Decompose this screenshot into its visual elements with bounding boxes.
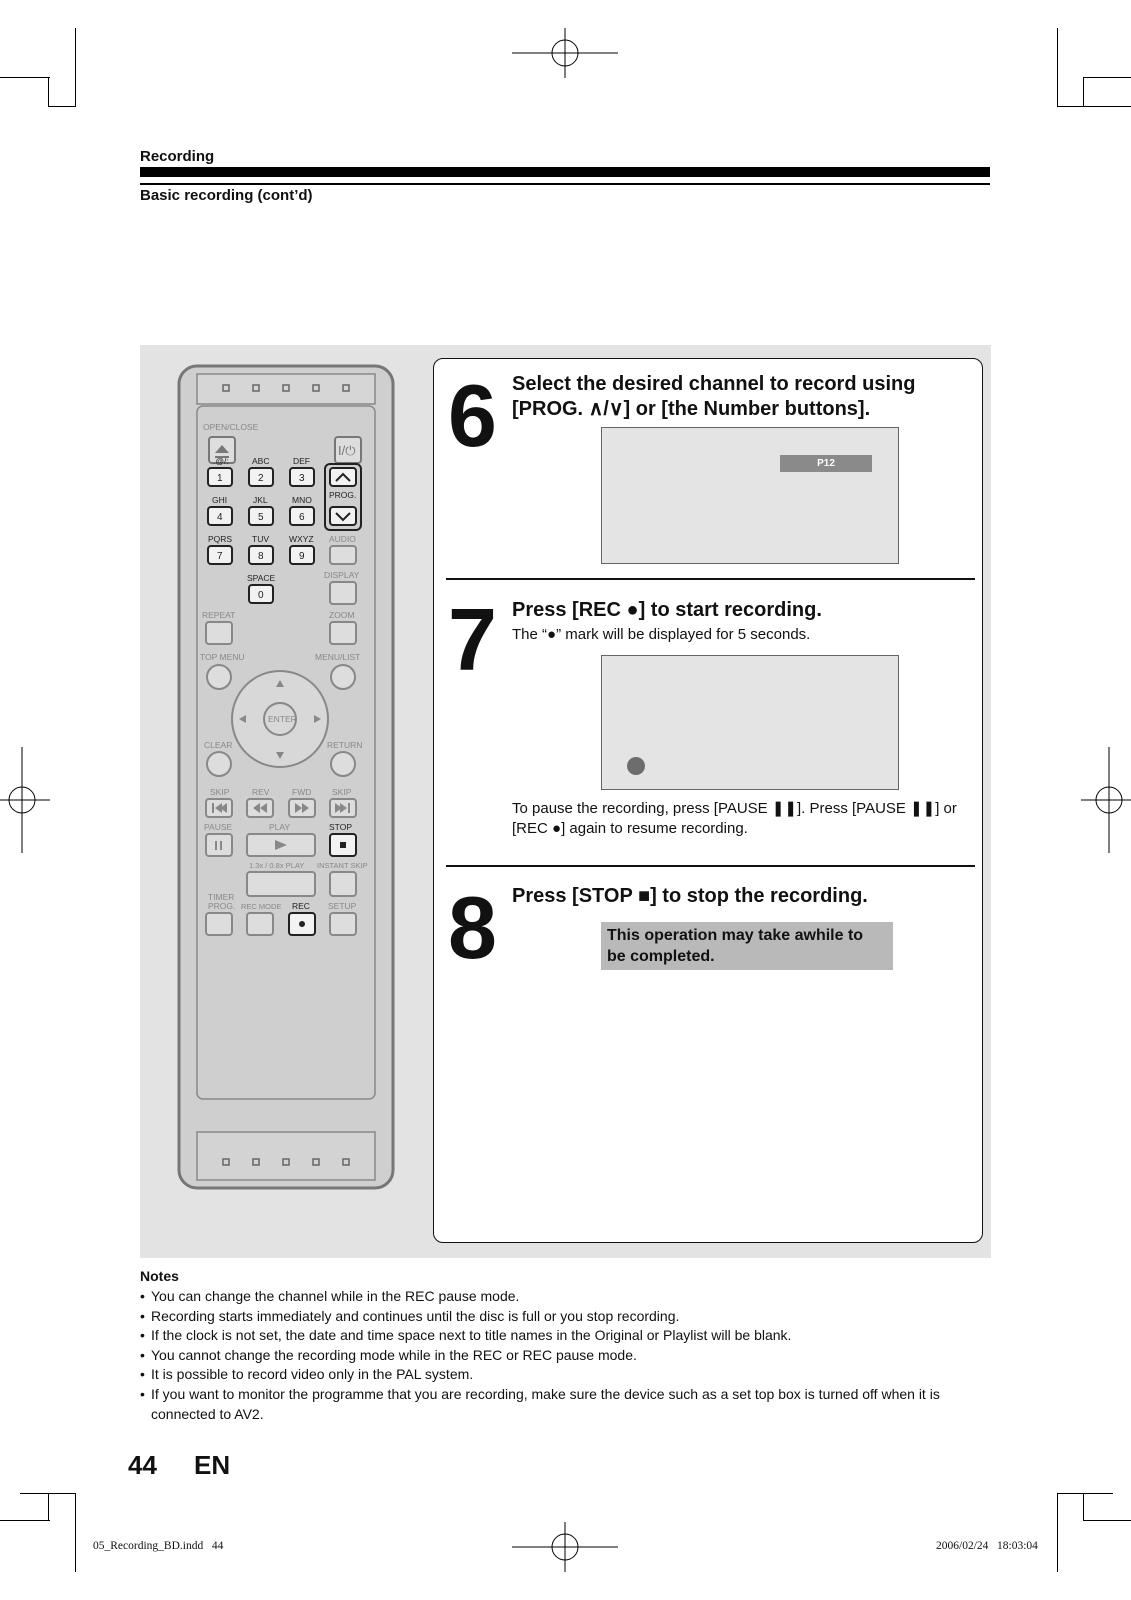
- key-5-letters: JKL: [253, 495, 268, 505]
- fwd-label: FWD: [292, 787, 312, 797]
- crop-mark: [75, 1493, 76, 1572]
- key-3-number: 3: [299, 473, 305, 484]
- rec-mode-button[interactable]: [247, 913, 273, 935]
- step-heading-line1: Select the desired channel to record using: [512, 373, 916, 395]
- zoom-button[interactable]: [330, 622, 356, 644]
- step-divider: [446, 578, 975, 580]
- crop-mark: [75, 28, 76, 107]
- crop-mark: [20, 1493, 76, 1494]
- registration-mark-right: [1081, 747, 1131, 853]
- display-label: DISPLAY: [324, 570, 360, 580]
- key-2-letters: ABC: [252, 456, 270, 466]
- clear-label: CLEAR: [204, 740, 233, 750]
- audio-label: AUDIO: [329, 534, 356, 544]
- setup-button[interactable]: [330, 913, 356, 935]
- key-8-number: 8: [258, 551, 264, 562]
- list-item: • It is possible to record video only in the PAL system.: [140, 1365, 1000, 1385]
- list-item: • If the clock is not set, the date and time space next to title names in the Original or Playlist will be blank.: [140, 1326, 1000, 1346]
- crop-mark: [0, 1520, 50, 1521]
- key-2-number: 2: [258, 473, 264, 484]
- remote-label-open-close: OPEN/CLOSE: [203, 422, 259, 432]
- step-divider: [446, 865, 975, 867]
- date-slug: 2006/02/24 18:03:04: [936, 1540, 1038, 1552]
- key-4-letters: GHI: [212, 495, 228, 505]
- list-item: • Recording starts immediately and continues until the disc is full or you stop recording.: [140, 1307, 1000, 1327]
- crop-mark: [1057, 1493, 1058, 1572]
- registration-mark-bottom: [512, 1522, 618, 1572]
- key-0-letters: SPACE: [247, 573, 276, 583]
- step-heading: Press [REC ●] to start recording.: [512, 599, 822, 621]
- slow-play-label: 1.3x / 0.8x PLAY: [249, 861, 305, 870]
- header-rule-thick: [140, 167, 990, 177]
- registration-mark-top: [512, 28, 618, 78]
- top-menu-button[interactable]: [207, 665, 231, 689]
- rec-icon: [299, 921, 305, 927]
- step-number: 6: [448, 366, 497, 465]
- notes-list: [140, 1287, 1000, 1424]
- pause-instruction-line1: To pause the recording, press [PAUSE ❚❚]. Press [PAUSE ❚❚] or: [512, 800, 957, 817]
- header-rule-thin: [140, 183, 990, 185]
- skip-forward-label: SKIP: [332, 787, 352, 797]
- crop-mark: [1083, 77, 1084, 107]
- recording-mark-icon: [627, 757, 645, 775]
- crop-mark: [48, 77, 49, 107]
- tv-screen-channel: [601, 427, 899, 564]
- key-7-number: 7: [217, 551, 223, 562]
- prog-up-button[interactable]: [330, 468, 356, 486]
- enter-label: ENTER: [268, 714, 297, 724]
- crop-mark: [1057, 106, 1131, 107]
- key-1-letters: .@/:: [213, 456, 229, 466]
- crop-mark: [1057, 28, 1058, 107]
- key-7-letters: PQRS: [208, 534, 233, 544]
- rev-label: REV: [252, 787, 270, 797]
- crop-mark: [48, 106, 76, 107]
- power-icon: I/⏻: [338, 443, 356, 458]
- crop-mark: [0, 77, 50, 78]
- stop-label: STOP: [329, 822, 352, 832]
- language-code: EN: [194, 1450, 231, 1480]
- key-6-number: 6: [299, 512, 305, 523]
- file-slug: 05_Recording_BD.indd 44: [93, 1540, 224, 1552]
- tv-screen-recording: [601, 655, 899, 790]
- crop-mark: [1057, 1493, 1113, 1494]
- crop-mark: [1083, 1520, 1131, 1521]
- crop-mark: [1083, 77, 1131, 78]
- operation-note-line2: be completed.: [607, 948, 715, 965]
- page-number: 44: [128, 1450, 157, 1480]
- list-item: • You can change the channel while in the REC pause mode.: [140, 1287, 1000, 1307]
- key-6-letters: MNO: [292, 495, 312, 505]
- slow-play-button[interactable]: [247, 872, 315, 896]
- list-item: • You cannot change the recording mode while in the REC or REC pause mode.: [140, 1346, 1000, 1366]
- registration-mark-left: [0, 747, 50, 853]
- return-button[interactable]: [331, 752, 355, 776]
- top-menu-label: TOP MENU: [200, 652, 245, 662]
- skip-back-label: SKIP: [210, 787, 230, 797]
- key-4-number: 4: [217, 512, 223, 523]
- menu-list-label: MENU/LIST: [315, 652, 361, 662]
- menu-list-button[interactable]: [331, 665, 355, 689]
- step-description: The “●” mark will be displayed for 5 seconds.: [512, 626, 811, 643]
- key-8-letters: TUV: [252, 534, 269, 544]
- timer-label-line1: TIMER: [208, 892, 235, 902]
- repeat-label: REPEAT: [202, 610, 236, 620]
- key-9-letters: WXYZ: [289, 534, 314, 544]
- remote-control-illustration: [175, 362, 398, 1194]
- section-title: Recording: [140, 148, 215, 165]
- operation-note-line1: This operation may take awhile to: [607, 927, 864, 944]
- return-label: RETURN: [327, 740, 363, 750]
- crop-mark: [1083, 1493, 1084, 1521]
- setup-label: SETUP: [328, 901, 357, 911]
- step-number: 8: [448, 878, 497, 977]
- stop-icon: [340, 842, 346, 848]
- notes-title: Notes: [140, 1268, 179, 1284]
- timer-label-line2: PROG.: [208, 901, 236, 911]
- key-9-number: 9: [299, 551, 305, 562]
- step-heading: Press [STOP ■] to stop the recording.: [512, 885, 868, 907]
- key-5-number: 5: [258, 512, 264, 523]
- play-label: PLAY: [269, 822, 291, 832]
- instant-skip-button[interactable]: [330, 872, 356, 896]
- rec-label: REC: [292, 901, 310, 911]
- zoom-label: ZOOM: [329, 610, 355, 620]
- clear-button[interactable]: [207, 752, 231, 776]
- prog-down-button[interactable]: [330, 507, 356, 525]
- display-button[interactable]: [330, 582, 356, 604]
- pause-button[interactable]: [206, 834, 232, 856]
- subsection-title: Basic recording (cont’d): [140, 187, 313, 204]
- pause-instruction-line2: [REC ●] again to resume recording.: [512, 820, 748, 837]
- operation-note-box: [601, 922, 893, 970]
- repeat-button[interactable]: [206, 622, 232, 644]
- key-0-number: 0: [258, 590, 264, 601]
- key-1-number: 1: [217, 473, 223, 484]
- channel-indicator: P12: [780, 455, 872, 472]
- key-3-letters: DEF: [293, 456, 310, 466]
- prog-label: PROG.: [329, 490, 357, 500]
- pause-label: PAUSE: [204, 822, 233, 832]
- step-heading-line2: [PROG. ∧/∨] or [the Number buttons].: [512, 398, 871, 420]
- audio-button[interactable]: [330, 546, 356, 564]
- crop-mark: [48, 1493, 49, 1521]
- timer-prog-button[interactable]: [206, 913, 232, 935]
- rec-mode-label: REC MODE: [241, 902, 282, 911]
- step-number: 7: [448, 590, 497, 689]
- list-item: • If you want to monitor the programme that you are recording, make sure the device such as a set top box is turned off when it is connected to AV2.: [140, 1385, 1000, 1424]
- instant-skip-label: INSTANT SKIP: [317, 861, 368, 870]
